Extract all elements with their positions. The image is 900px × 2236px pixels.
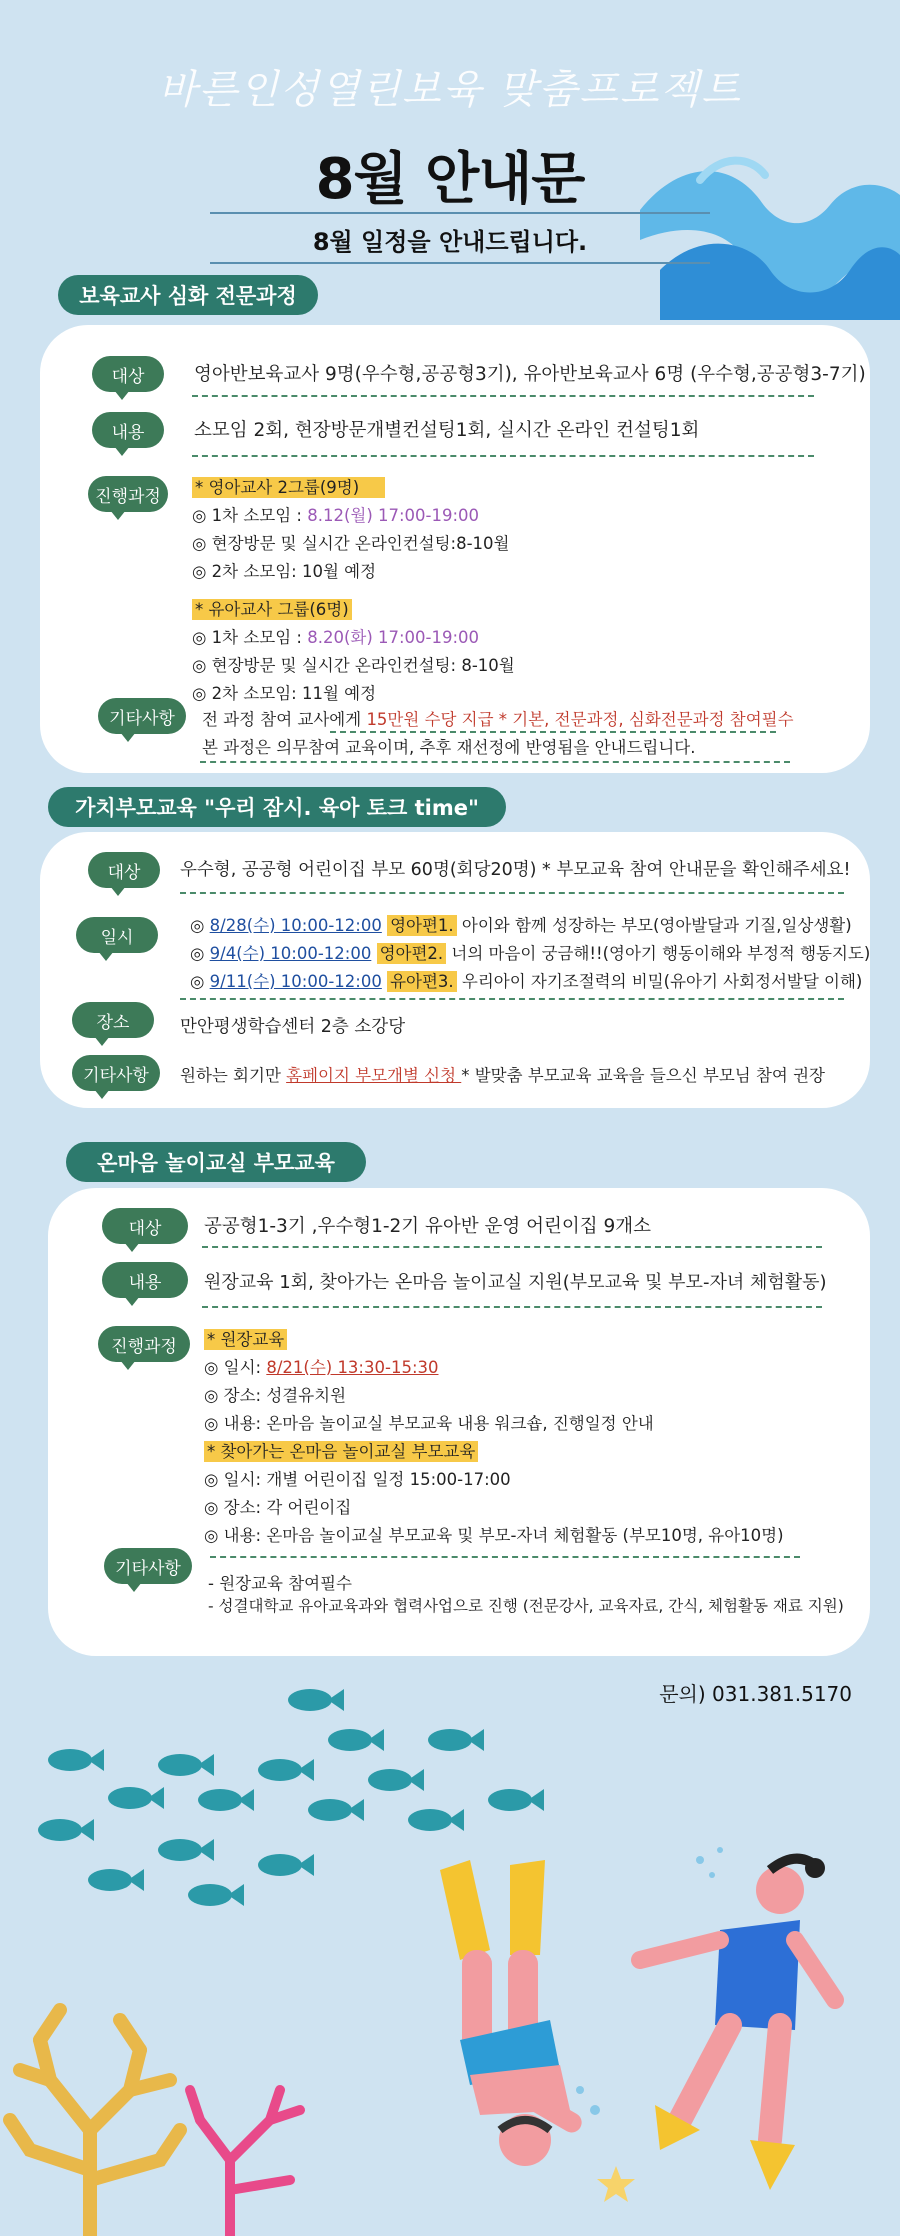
p2-title: [204, 1438, 478, 1462]
divider: [192, 455, 814, 457]
p2-title-text: * 찾아가는 온마음 놀이교실 부모교육: [204, 1441, 478, 1462]
session-1-tag: 영아편1.: [387, 915, 457, 936]
section2-date-label: 일시: [76, 917, 158, 953]
p2-date: ◎ 일시: 개별 어린이집 일정 15:00-17:00: [204, 1470, 511, 1489]
etc-line1-b: 15만원 수당 지급 * 기본, 전문과정, 심화전문과정 참여필수: [366, 710, 794, 729]
session-2-desc: 너의 마음이 궁금해!!(영아기 행동이해와 부정적 행동지도): [446, 944, 871, 963]
section3-etc-line1: - 원장교육 참여필수: [208, 1574, 352, 1593]
session-3: [190, 968, 862, 992]
starfish-icon: [596, 2164, 636, 2204]
section1-etc-line2: 본 과정은 의무참여 교육이며, 추후 재선정에 반영됨을 안내드립니다.: [202, 738, 696, 757]
section2-etc-c: * 발맞춤 부모교육 교육을 들으신 부모님 참여 권장: [461, 1066, 825, 1085]
page-title: 8월 안내문: [315, 147, 585, 212]
group2-meeting1-date: 8.20(화) 17:00-19:00: [307, 628, 480, 647]
session-3-date: 9/11(수) 10:00-12:00: [209, 972, 382, 991]
section2-place-label: 장소: [72, 1002, 154, 1038]
session-2: [190, 940, 870, 964]
section3-content-label: 내용: [102, 1262, 188, 1298]
p1-date-value: 8/21(수) 13:30-15:30: [266, 1358, 439, 1377]
coral-icon: [0, 1980, 320, 2236]
p1-date: [204, 1354, 439, 1378]
session-1-bullet: ◎: [190, 916, 210, 935]
section2-target-text: 우수형, 공공형 어린이집 부모 60명(회당20명) * 부모교육 참여 안내문을 확인해주세요!: [180, 860, 851, 880]
page-subtitle: 8월 일정을 안내드립니다.: [312, 228, 588, 256]
group2-meeting2: ◎ 2차 소모임: 11월 예정: [192, 684, 377, 703]
session-3-desc: 우리아이 자기조절력의 비밀(유아기 사회정서발달 이해): [456, 972, 863, 991]
group1-meeting1-date: 8.12(월) 17:00-19:00: [307, 506, 480, 525]
p1-place: ◎ 장소: 성결유치원: [204, 1386, 347, 1405]
section3-title: 온마음 놀이교실 부모교육: [66, 1142, 366, 1182]
section3-process-label: 진행과정: [98, 1326, 190, 1362]
group1-title: [192, 474, 385, 498]
session-3-tag: 유아편3.: [387, 971, 457, 992]
group1-meeting2: ◎ 2차 소모임: 10월 예정: [192, 562, 377, 581]
session-1: [190, 912, 852, 936]
title-divider-top: [210, 212, 710, 214]
session-2-date: 9/4(수) 10:00-12:00: [209, 944, 372, 963]
section1-etc-label: 기타사항: [98, 698, 186, 734]
group1-visit: ◎ 현장방문 및 실시간 온라인컨설팅:8-10월: [192, 534, 510, 553]
p1-title-text: * 원장교육: [204, 1329, 287, 1350]
etc-line1-a: 전 과정 참여 교사에게: [202, 710, 367, 729]
group1-meeting1: [192, 502, 479, 526]
session-1-date: 8/28(수) 10:00-12:00: [209, 916, 382, 935]
script-title: 바른인성열린보육 맞춤프로젝트: [158, 67, 742, 113]
bubbles-icon: [690, 1840, 750, 1900]
session-1-desc: 아이와 함께 성장하는 부모(영아발달과 기질,일상생활): [456, 916, 852, 935]
divider: [192, 395, 814, 397]
group2-title-text: * 유아교사 그룹(6명): [192, 599, 352, 620]
p2-place: ◎ 장소: 각 어린이집: [204, 1498, 352, 1517]
section2-title: 가치부모교육 "우리 잠시. 육아 토크 time": [48, 787, 506, 827]
section1-target-text: 영아반보육교사 9명(우수형,공공형3기), 유아반보육교사 6명 (우수형,공공형3-7기): [194, 364, 866, 385]
group2-visit: ◎ 현장방문 및 실시간 온라인컨설팅: 8-10월: [192, 656, 515, 675]
session-2-bullet: ◎: [190, 944, 210, 963]
section1-content-label: 내용: [92, 412, 164, 448]
session-3-bullet: ◎: [190, 972, 210, 991]
title-divider-bottom: [210, 262, 710, 264]
section1-target-label: 대상: [92, 356, 164, 392]
divider: [210, 1556, 800, 1558]
divider: [200, 761, 790, 763]
section3-content-text: 원장교육 1회, 찾아가는 온마음 놀이교실 지원(부모교육 및 부모-자녀 체험활동): [204, 1272, 827, 1293]
diver-icon: [420, 1860, 640, 2200]
group2-title: [192, 596, 352, 620]
divider: [180, 892, 844, 894]
p1-date-prefix: ◎ 일시:: [204, 1358, 267, 1377]
p2-content: ◎ 내용: 온마음 놀이교실 부모교육 및 부모-자녀 체험활동 (부모10명, 유아10명): [204, 1526, 784, 1545]
homepage-signup-link[interactable]: 홈페이지 부모개별 신청: [286, 1066, 462, 1085]
swimmer-icon: [620, 1850, 860, 2210]
divider: [330, 731, 776, 733]
section2-target-label: 대상: [88, 852, 160, 888]
section3-target-text: 공공형1-3기 ,우수형1-2기 유아반 운영 어린이집 9개소: [204, 1216, 652, 1237]
section1-etc-line1: [202, 706, 794, 730]
divider: [180, 998, 844, 1000]
section1-title: 보육교사 심화 전문과정: [58, 275, 318, 315]
section3-target-label: 대상: [102, 1208, 188, 1244]
section3-etc-label: 기타사항: [104, 1548, 192, 1584]
section1-process-label: 진행과정: [88, 476, 168, 512]
group2-meeting1: [192, 624, 479, 648]
section2-etc-label: 기타사항: [72, 1055, 160, 1091]
p1-content: ◎ 내용: 온마음 놀이교실 부모교육 내용 워크숍, 진행일정 안내: [204, 1414, 654, 1433]
session-2-tag: 영아편2.: [377, 943, 447, 964]
group2-meeting1-prefix: ◎ 1차 소모임 :: [192, 628, 308, 647]
group1-meeting1-prefix: ◎ 1차 소모임 :: [192, 506, 308, 525]
section2-place-text: 만안평생학습센터 2층 소강당: [180, 1017, 406, 1037]
section1-content-text: 소모임 2회, 현장방문개별컨설팅1회, 실시간 온라인 컨설팅1회: [194, 420, 700, 441]
section3-etc-line2: - 성결대학교 유아교육과와 협력사업으로 진행 (전문강사, 교육자료, 간식, 체험활동 재료 지원): [208, 1597, 844, 1615]
divider: [202, 1246, 822, 1248]
divider: [202, 1306, 822, 1308]
section2-etc: [180, 1062, 825, 1086]
contact-phone: 문의) 031.381.5170: [659, 1682, 852, 1706]
group1-title-text: * 영아교사 2그룹(9명): [192, 477, 385, 498]
p1-title: [204, 1326, 287, 1350]
section2-etc-a: 원하는 회기만: [180, 1066, 287, 1085]
